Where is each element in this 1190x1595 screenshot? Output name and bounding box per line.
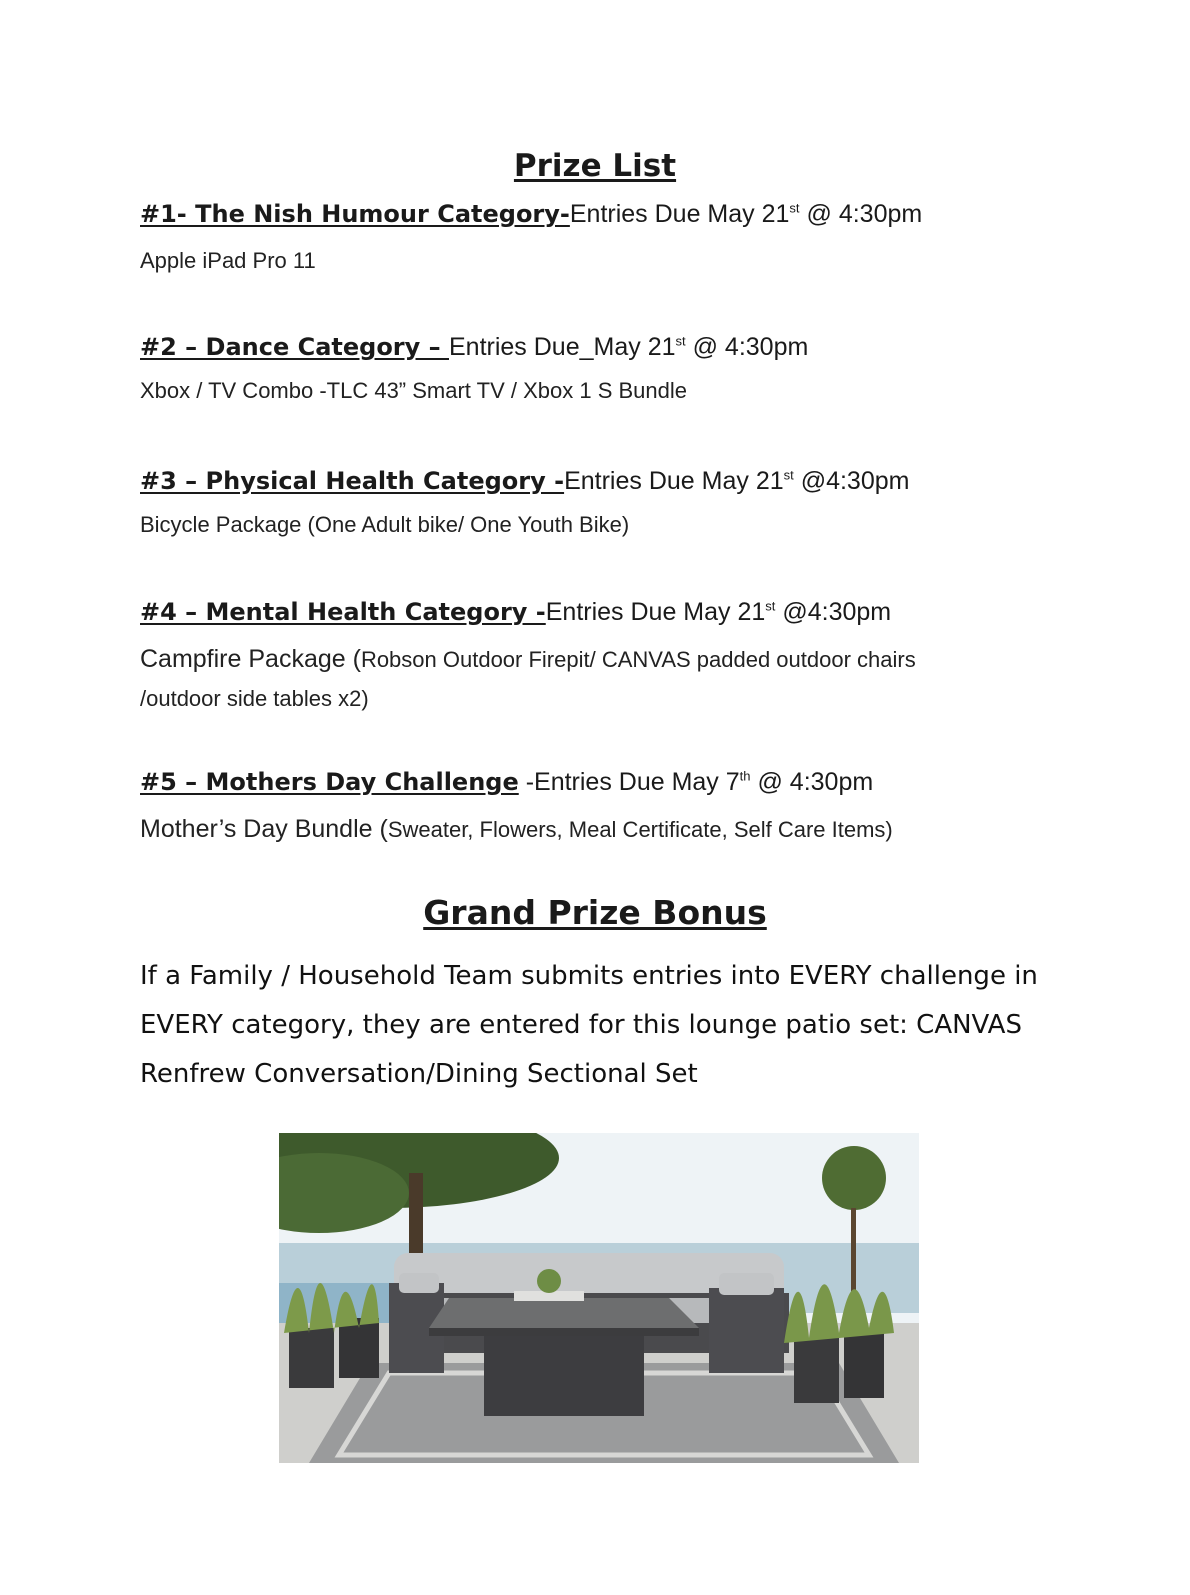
category-4-prize-line2: /outdoor side tables x2) [140,686,369,711]
category-1-heading: #1- The Nish Humour Category- [140,200,570,228]
patio-set-photo [279,1133,919,1463]
category-3-prize: Bicycle Package (One Adult bike/ One Youth Bike) [140,512,630,537]
category-5-due: -Entries Due May 7th @ 4:30pm [518,768,874,796]
category-5-prize: Mother’s Day Bundle (Sweater, Flowers, Meal Certificate, Self Care Items) [140,815,893,843]
grand-prize-text: If a Family / Household Team submits entries into EVERY challenge in EVERY category, they are entered for this lounge patio set: CANVAS Renfrew Conversation/Dining Sectional Set [140,961,1038,1089]
category-1-prize: Apple iPad Pro 11 [140,248,316,273]
category-3-heading: #3 – Physical Health Category - [140,467,565,495]
category-4-heading: #4 – Mental Health Category - [140,598,546,626]
category-3-due: Entries Due May 21st @4:30pm [564,467,910,495]
category-4 [140,598,891,627]
category-2-heading: #2 – Dance Category – [140,333,449,361]
category-3 [140,467,909,496]
category-2-prize: Xbox / TV Combo -TLC 43” Smart TV / Xbox 1 S Bundle [140,378,687,403]
category-4-prize: Campfire Package (Robson Outdoor Firepit/ CANVAS padded outdoor chairs [140,645,916,673]
category-2 [140,333,808,362]
category-1-due: Entries Due May 21st @ 4:30pm [569,200,923,228]
category-5-heading: #5 – Mothers Day Challenge [140,768,519,796]
category-1 [140,200,922,229]
category-2-due: Entries Due_May 21st @ 4:30pm [449,333,809,361]
page-title: Prize List [513,148,677,184]
grand-prize-title: Grand Prize Bonus [423,893,767,932]
category-5 [140,768,873,797]
category-4-due: Entries Due May 21st @4:30pm [545,598,892,626]
